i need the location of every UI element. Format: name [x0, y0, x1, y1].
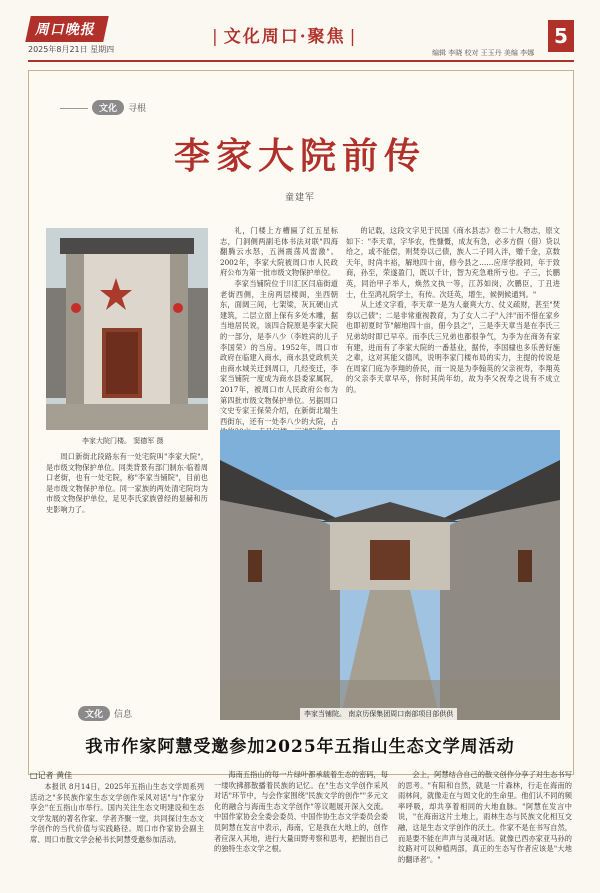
article2-title: 我市作家阿慧受邀参加2025年五指山生态文学周活动 [85, 737, 515, 757]
editor-credits: 编辑 李晓 校对 王玉丹 美编 李娜 [432, 49, 535, 57]
tag-pill: 文化 [78, 706, 110, 721]
section-title: | 文化周口·聚焦 | [212, 27, 358, 47]
paragraph: 从上述文字看，李天章一是为人豪爽大方、仗义疏财，甚至"焚券以己债"；二是非常重视教育，为了女人二子"入泮"而不惜在家乡也即初夏时节"解地四十亩，佃今县之"，三是李天章当是在李氏三兄弟幼时即已早卒。而李氏三兄弟也都很争气，为李为在商务有家有建，进而有了李家大院的一番基业，据传，李国棣也多乐善好施之辈，这对其能父德风，说明李家门楼布局的实力，主提的传说是在周家门庭为李翔的侨民，而一说是为李翰英的父亲祝寿，李翔英的父亲李天章早卒，你时其尚年幼，故为李父祝寿之说有不成立的。 [346, 300, 560, 394]
paragraph: 的记载，这段文字见于民国《商水县志》卷二十人物志，原文如下："李天章，字华农，性慷慨，成友有急，必多方假（借）贷以给之，或不能偿，则焚券以己债，族人二子同入泮，赠千金，京数天年，时尚丰裕，解地四十亩，修今县之……应庠学殷同，年于致商，孙至，荣遂盈门，既以千计，智为充急难所亏也。子三，长鹏英，同治甲子举人，焕然文执一等，江苏如岗，次鹏臣，丁丑进士，仕至鸿礼院学士，有传。次廷英，增生，候例候通判。" [346, 226, 560, 299]
gate-tower-illustration [46, 228, 208, 430]
photo1-caption: 李家大院门楼。 窦德军 摄 [82, 437, 164, 445]
article2-col3 [398, 770, 572, 888]
newspaper-logo: 周口晚报 [25, 16, 109, 42]
article2-col1 [30, 782, 204, 888]
photo2-caption: 李家当铺院。 南京历保集团周口南部项目部供供 [300, 708, 457, 720]
issue-date: 2025年8月21日 星期四 [28, 45, 115, 54]
header-rule [28, 60, 574, 62]
paragraph: 本报讯 8月14日，2025年五指山生态文学周系列活动之"多民族作家生态文学创作采风对话"与"作家分享会"在五指山市举行。国内关注生态文明建设和生态文学发展的著名作家、学者齐聚一堂，共同探讨生态文学创作的当代价值与实践路径。周口市作家协会副主席、周口市散文学会秘书长阿慧受邀参加活动。 [30, 782, 204, 844]
article1-author: 童建军 [284, 193, 315, 203]
article1-col3 [346, 226, 560, 431]
page-number: 5 [548, 20, 574, 52]
article1-col1 [46, 452, 208, 720]
paragraph: 李家当铺院位于川汇区闫庙街道老街西侧，主房两层楼阁，坐西朝东，面阔三间，七架梁，灰瓦硬山式建筑，二层立窗上保有多处木雕，据当地居民说，该四合院原是李家大院的一部分，是李八少（李姓宾的儿子李国荣）的当房。1952年，周口市政府在临建入商水，商水县党政机关由商水城关迁到周口，几经变迁，李家当铺院一度成为商水县委家属院，2017年，被周口市人民政府公布为第四批市级文物保护单位。另据周口文史专家王保荣介绍，在新街北端生西街东，还有一处李八少的大院，占 [220, 278, 338, 426]
article1-title: 李家大院前传 [173, 135, 426, 177]
page-header [0, 0, 600, 60]
article1-tag [60, 100, 146, 115]
photo-gate-tower [46, 228, 208, 430]
paragraph: 海南五指山的每一片绿叶都承载着生态的密码，每一缕吹拂都散播着民族的记忆。在"生态文学创作采风对话"环节中，与会作家围绕"民族文学的创作""多元文化的融合与海南生态文学创作"等议题展开深入交流。中国作家协会全委会委员、中国作协生态文学委员会委员阿慧在发言中表示，海南，它是我在大地上的，创作者应深入其地，进行大量田野考察和思考，把握出自己的独特生态文学之根。 [214, 770, 388, 854]
tag-text: 寻根 [128, 104, 147, 114]
paragraph: 礼，门楼上方槽匾了红五星标志，门洞侧两副毛体书法对联"四海翻腾云水怒，五洲震荡风雷激"。2002年，李家大院被周口市人民政府公布为第一批市级文物保护单位。 [220, 226, 338, 278]
tag-pill: 文化 [92, 100, 124, 115]
section-title-text: 文化周口·聚焦 [223, 27, 346, 47]
paragraph: 周口新街北段路东有一处宅院叫"李家大院"，是市级文物保护单位。同类背景有部门制东·临着周口老街，也有一处宅院，称"李家当铺院"，目前也是市级文物保护单位。同一家族的两处清宅院均为市级文物保护单位，足见李氏家族曾经的显赫和历史影响力了。 [46, 452, 208, 514]
courtyard-illustration [220, 430, 560, 720]
tag-text: 信息 [114, 710, 133, 720]
photo-courtyard [220, 430, 560, 720]
tag-line [60, 108, 88, 109]
article2-reporter: □记者 黄佳 [30, 771, 73, 780]
article1-col2 [220, 226, 338, 431]
paragraph: 会上，阿慧结合自己的散文创作分享了对生态书写的思考。"有阳和自然，就是一片森林，行走在海南的雨林间，就像走在与周文化的生命里。他们认不同的频率呼吸，却共享着相同的大地血脉。"阿慧在发言中说，"在海南这片土地上，雨林生态与民族文化相互交融，这是生态文学创作的沃土。作家不是在书写自然，而是要不能在声声与灵魂对话。就像已西亦家亚马孙的纹路对可以种植两部，真正的生态写作者应该是"大地的翻译者"。" [398, 770, 572, 864]
article2-tag [78, 706, 132, 721]
article2-col2 [214, 770, 388, 888]
